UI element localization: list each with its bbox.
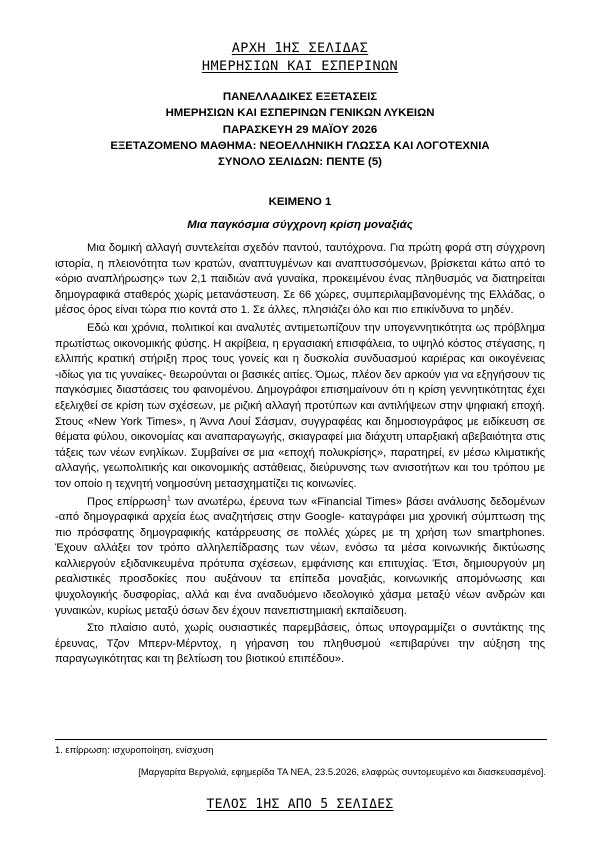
- page-end-label: ΤΕΛΟΣ 1ΗΣ ΑΠΟ 5 ΣΕΛΙΔΕΣ: [206, 797, 394, 812]
- exam-type-header: [0, 58, 600, 74]
- paragraph: Μια δομική αλλαγή συντελείται σχεδόν παντού, ταυτόχρονα. Για πρώτη φορά στη σύγχρονη ιστορία, η πλειονότητα των κρατών, αναπτυγμένων και αναπτυσσόμενων, βρίσκεται κάτω από το «όριο αναπλήρωσης» των 2,1 παιδιών ανά γυναίκα, προκειμένου ένας πληθυσμός να διατηρείται δημογραφικά σταθερός χωρίς μετανάστευση. Σε 66 χώρες, συμπεριλαμβανομένης της Ελλάδας, ο μέσος όρος είναι τώρα πιο κοντά στο 1. Σε άλλες, πλησιάζει όλο και πιο επικίνδυνα το μηδέν.: [55, 242, 545, 317]
- source-citation: [Μαργαρίτα Βεργολιά, εφημερίδα ΤΑ ΝΕΑ, 23.5.2026, ελαφρώς συντομευμένο και διασκευασμένο].: [138, 766, 546, 777]
- exam-info-block: [0, 89, 600, 170]
- paragraph-start: Προς επίρρωση: [87, 495, 167, 508]
- paragraph: [55, 495, 545, 620]
- exam-date: ΠΑΡΑΣΚΕΥΗ 29 ΜΑΪΟΥ 2026: [222, 123, 378, 136]
- exam-info-line: ΗΜΕΡΗΣΙΩΝ ΚΑΙ ΕΣΠΕΡΙΝΩΝ ΓΕΝΙΚΩΝ ΛΥΚΕΙΩΝ: [165, 107, 435, 120]
- text-heading: ΚΕΙΜΕΝΟ 1: [268, 196, 332, 208]
- paragraph-rest: των ανωτέρω, έρευνα των «Financial Times» βάσει ανάλυσης δεδομένων -από δημογραφικά αρχεία έως αναζητήσεις στην Google- καταγράφει μια χρονική σύμπτωση της πιο πρόσφατης δημογραφικής κατάρρευσης σε πολλές χώρες με τη χρήση των smartphones. Έχουν αλλάξει τον τρόπο αλληλεπίδρασης των νέων, ενόσω τα μέσα κοινωνικής δικτύωσης καλλιεργούν εξιδανικευμένα πρότυπα σχέσεων, εμφάνισης και επιτυχίας. Έτσι, δημιουργούν μη ρεαλιστικές προσδοκίες που αυξάνουν τα επίπεδα μοναξιάς, κοινωνικής απομόνωσης και ψυχολογικής δυσφορίας, αλλά και ένα αναδυόμενο ιδεολογικό χάσμα μεταξύ νέων ανδρών και γυναικών, κυρίως μεταξύ όσων δεν έχουν πανεπιστημιακή εκπαίδευση.: [55, 495, 545, 617]
- article-body: [55, 241, 545, 670]
- footnote-marker: 1: [166, 494, 171, 502]
- exam-subject: ΕΞΕΤΑΖΟΜΕΝΟ ΜΑΘΗΜΑ: ΝΕΟΕΛΛΗΝΙΚΗ ΓΛΩΣΣΑ ΚΑΙ ΛΟΓΟΤΕΧΝΙΑ: [110, 139, 490, 152]
- paragraph: Στο πλαίσιο αυτό, χωρίς ουσιαστικές παρεμβάσεις, όπως υπογραμμίζει ο συντάκτης της έρευνας, Τζον Μπερν-Μέρντοχ, η γήρανση του πληθυσμού «επιβαρύνει την αύξηση της παραγωγικότητας και τη βελτίωση του βιοτικού επιπέδου».: [55, 622, 545, 666]
- page-end-footer: [0, 797, 600, 812]
- exam-info-line: ΠΑΝΕΛΛΑΔΙΚΕΣ ΕΞΕΤΑΣΕΙΣ: [222, 91, 378, 103]
- footnote-divider: [55, 739, 547, 740]
- page-start-header: [0, 40, 600, 56]
- text-title: Μια παγκόσμια σύγχρονη κρίση μοναξιάς: [187, 219, 413, 231]
- page-start-label: ΑΡΧΗ 1ΗΣ ΣΕΛΙΔΑΣ: [231, 40, 369, 56]
- exam-type-label: ΗΜΕΡΗΣΙΩΝ ΚΑΙ ΕΣΠΕΡΙΝΩΝ: [201, 58, 399, 74]
- footnote: 1. επίρρωση: ισχυροποίηση, ενίσχυση: [55, 744, 214, 755]
- paragraph: Εδώ και χρόνια, πολιτικοί και αναλυτές αντιμετωπίζουν την υπογεννητικότητα ως πρόβλημα πρωτίστως οικονομικής φύσης. Η ακρίβεια, η εργασιακή επισφάλεια, το υψηλό κόστος στέγασης, η ελλιπής κρατική στήριξη προς τους γονείς και η δυσκολία συνδυασμού καριέρας και οικογένειας -ιδίως για τις γυναίκες- θεωρούνται οι βασικές αιτίες. Όμως, πλέον δεν αρκούν για να εξηγήσουν τις παγκόσμιες διαστάσεις του φαινομένου. Δημογράφοι επισημαίνουν ότι η κρίση γεννητικότητας έχει εξελιχθεί σε κρίση των σχέσεων, με ριζική αλλαγή προτύπων και αντιλήψεων στην ψηφιακή εποχή. Στους «New York Times», η Άννα Λουί Σάσμαν, συγγραφέας και δημοσιογράφος με ειδίκευση σε θέματα φύλου, οικονομίας και αναπαραγωγής, σκιαγραφεί μια διάχυτη υπαρξιακή αβεβαιότητα στις τάξεις των νέων ενηλίκων. Συμβαίνει σε μια «εποχή πολυκρίσης», παρατηρεί, εν μέσω κλιματικής αλλαγής, γεωπολιτικής και οικονομικής αστάθειας, διεύρυνσης των ανισοτήτων και του τρόπου με τον οποίο η τεχνητή νοημοσύνη μετασχηματίζει τις κοινωνίες.: [55, 321, 545, 490]
- exam-page-count: ΣΥΝΟΛΟ ΣΕΛΙΔΩΝ: ΠΕΝΤΕ (5): [218, 156, 382, 169]
